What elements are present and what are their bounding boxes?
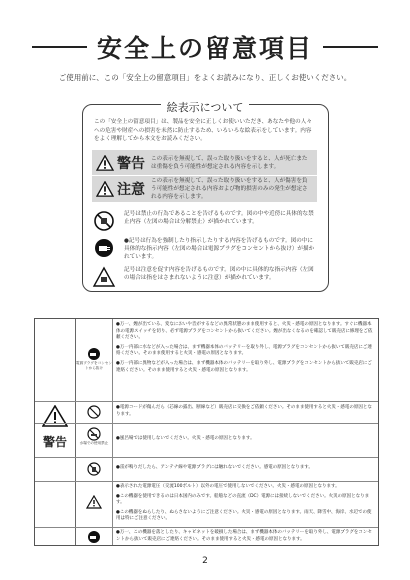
row-text: [116, 484, 374, 526]
caution-triangle-icon: [96, 181, 114, 197]
unplug-icon: [86, 347, 102, 361]
warning-triangle-icon: [96, 155, 114, 171]
signal-text-caution: この表示を無視して、誤った取り扱いをすると、人が傷害を負う可能性が想定される内容および物的損害のみの発生が想定される内容を示します。: [151, 177, 308, 200]
row-icon-cell: [76, 495, 112, 509]
title-rule-left: [32, 46, 87, 48]
caution-triangle-icon: [86, 495, 102, 509]
symbol-row-prohibition: [92, 210, 318, 232]
warning-label: 警告: [42, 435, 67, 449]
symbol-text-prohibition: 記号は禁止の行為であることを告げるものです。図の中や近傍に具体的な禁止内容（左図の場合は分解禁止）が描かれています。: [124, 211, 314, 226]
warning-item: ●風呂場では使用しないでください。火災・感電の原因となります。: [116, 436, 255, 441]
symbol-text-instruction: ●記号は行為を強制したり指示したりする内容を告げるものです。図の中に具体的な指示内容（左図の場合は電源プラグをコンセントから抜け）が描かれています。: [124, 238, 315, 261]
intro-text: ご使用前に、この「安全上の留意項目」をよくお読みになり、正しくお使いください。: [58, 73, 352, 82]
warning-item: ●万一内部に水などが入った場合は、まず機器本体のバッテリーを取り外し、電源プラグをコンセントから抜いて販売店にご連絡ください。そのまま使用すると火災・感電の原因となります。: [116, 344, 372, 357]
prohibition-icon: [86, 405, 102, 419]
pictogram-intro: この「安全上の留意項目」は、製品を安全に正しくお使いいただき、あなたや他の人々への危害や財産への損害を未然に防止するため、いろいろな絵表示をしています。内容をよく理解してから本文をお読みください。: [94, 119, 312, 142]
row-icon-caption: 水場での使用禁止: [79, 441, 109, 445]
warning-item: ●万一内部に異物などが入った場合は、まず機器本体のバッテリーを取り外し、電源プラグをコンセントから抜いて販売店にご連絡ください。そのまま使用すると火災・感電の原因となります。: [116, 360, 372, 373]
no-bath-icon: [86, 427, 102, 441]
row-icon-cell: [76, 405, 112, 419]
finger-pinch-caution-icon: [92, 266, 120, 288]
warning-table: [34, 318, 379, 546]
warning-item: ●この機器をぬらしたり、ぬらさないようにご注意ください。火災・感電の原因となります。雨天、降雪中、海岸、水辺での使用は特にご注意ください。: [116, 509, 372, 522]
row-text: [116, 436, 374, 446]
page-header: [0, 30, 410, 64]
symbol-row-caution: [92, 266, 318, 288]
warning-item: ●表示された電源電圧（交流100ボルト）以外の電圧で使用しないでください。火災・感電の原因となります。: [116, 484, 340, 489]
row-icon-cell: [76, 347, 112, 370]
signal-row-warning: [92, 150, 317, 176]
signal-text-warning: この表示を無視して、誤った取り扱いをすると、人が死亡または重傷を負う可能性が想定される内容を示します。: [151, 155, 308, 170]
warning-item: ●万一、この機器を落としたり、キャビネットを破損した場合は、まず機器本体のバッテリーを取り外し、電源プラグをコンセントから抜いて販売店にご連絡ください。そのまま使用すると火災・感電の原因となります。: [116, 530, 372, 542]
signal-label-caution: 注意: [117, 181, 145, 198]
row-icon-cell: [76, 427, 112, 446]
page-number: 2: [202, 556, 208, 566]
row-text: [116, 322, 374, 377]
signal-label-warning: 警告: [117, 155, 145, 172]
warning-item: ●雷が鳴りだしたら、アンテナ線や電源プラグには触れないでください。感電の原因となります。: [116, 465, 313, 470]
prohibition-icon: [92, 210, 120, 232]
row-text: [116, 405, 374, 421]
warning-item: ●この機器を使用できるのは日本国内のみです。船舶などの直流（DC）電源には接続しないでください。火災の原因となります。: [116, 493, 370, 506]
row-icon-cell: [76, 530, 112, 544]
pictogram-heading: 絵表示について: [0, 96, 410, 115]
signal-row-caution: [92, 176, 317, 201]
row-text: [116, 465, 374, 475]
row-icon-caption: 電源プラグをコンセントから抜け: [76, 361, 112, 370]
symbol-text-caution: 記号は注意を促す内容を告げるものです。図の中に具体的な指示内容（左図の場合は指をはさまれないように注意）が描かれています。: [124, 267, 314, 282]
warning-item: ●万一、煙が出ている、変なにおいや音がするなどの異常状態のまま使用すると、火災・感電の原因となります。すぐに機器本体の電源スイッチを切り、必ず電源プラグをコンセントから抜いてください。煙が出なくなるのを確認して販売店に修理をご依頼ください。: [116, 322, 373, 341]
unplug-icon: [92, 237, 120, 259]
unplug-icon: [86, 530, 102, 544]
row-text: [116, 530, 374, 546]
row-icon-cell: [76, 462, 112, 476]
symbol-row-instruction: [92, 237, 318, 262]
warning-item: ●電源コードが傷んだら（芯線の露出、断線など）販売店に交換をご依頼ください。そのまま使用すると火災・感電の原因となります。: [116, 405, 372, 417]
no-touch-icon: [86, 462, 102, 476]
title-rule-right: [323, 46, 378, 48]
page-title: 安全上の留意項目: [96, 34, 313, 63]
signal-word-table: [92, 150, 317, 202]
